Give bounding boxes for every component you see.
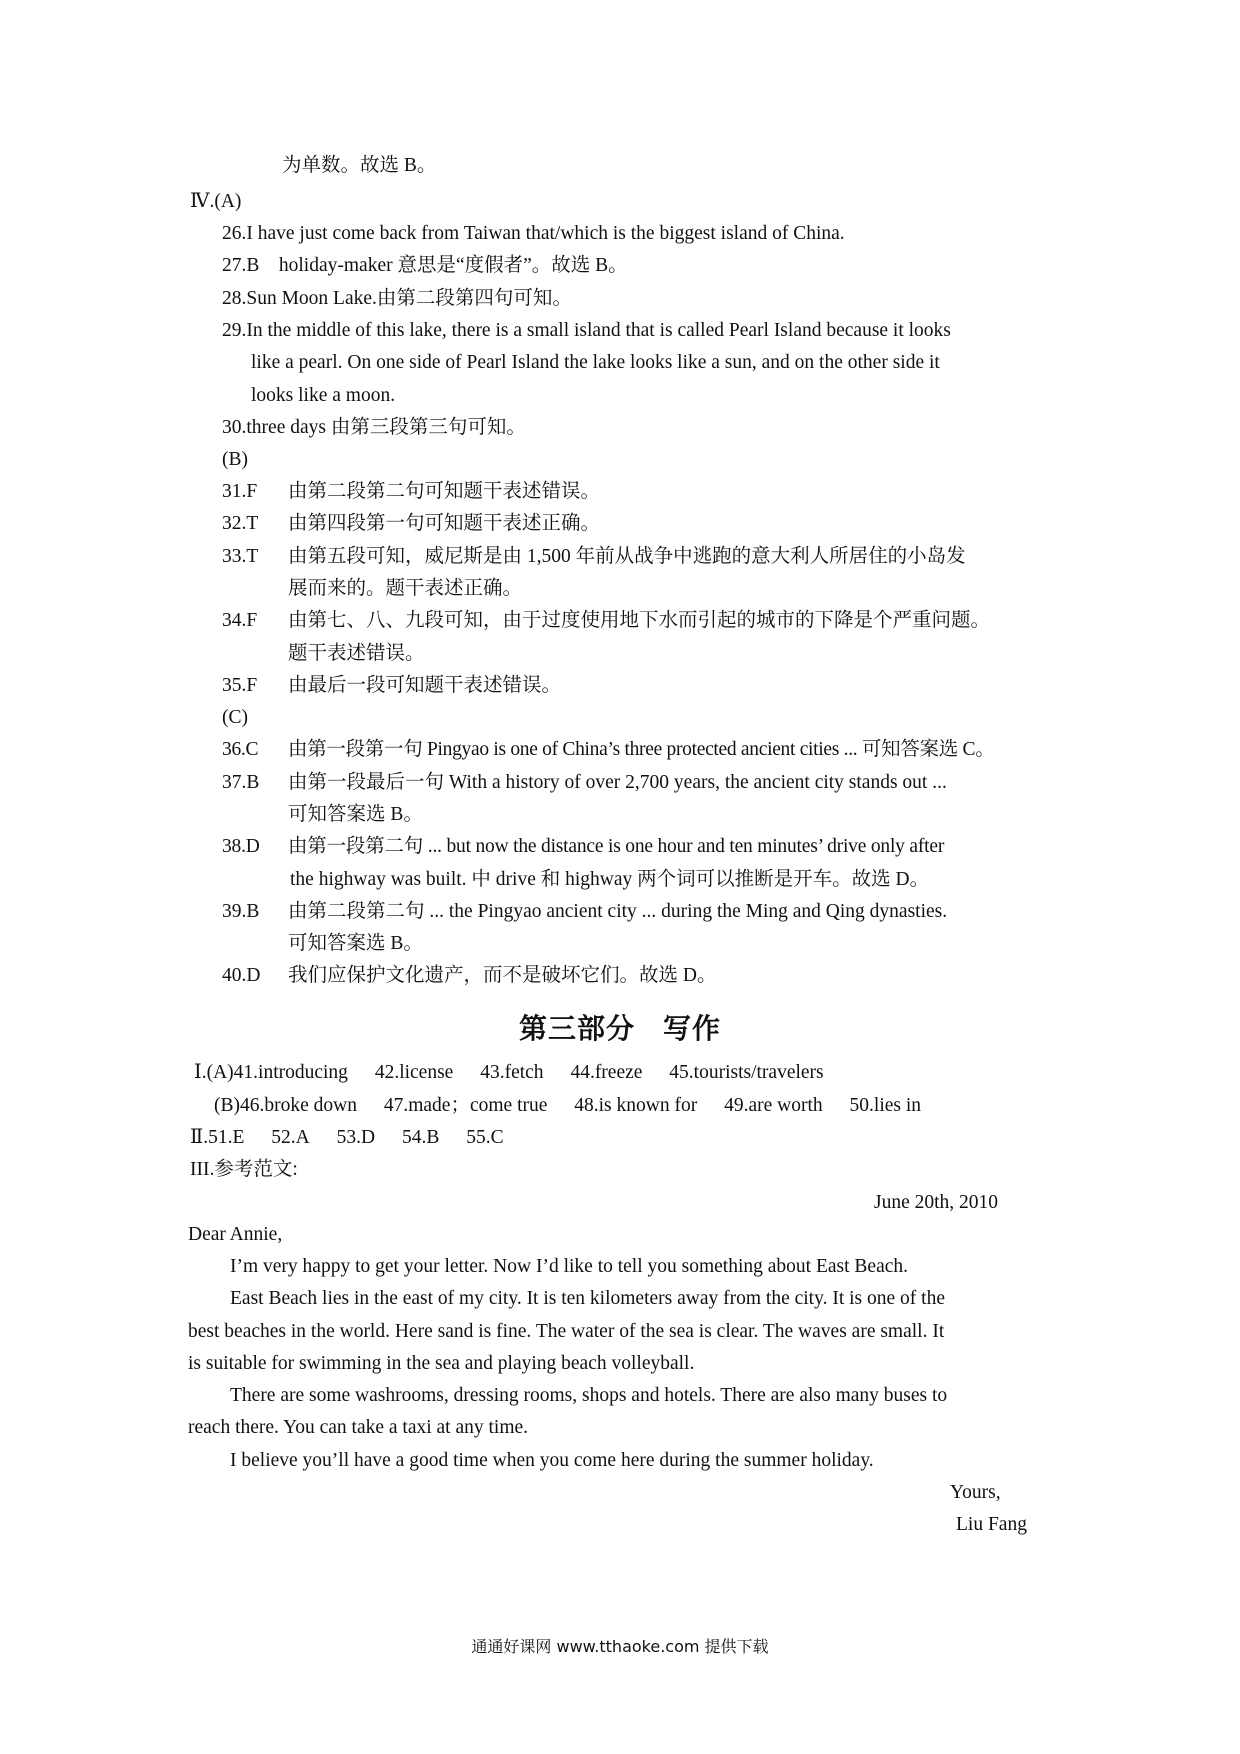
answer-item: 48.is known for — [574, 1095, 698, 1116]
answer-number: 31.F — [222, 481, 258, 502]
answer-29-line3: looks like a moon. — [251, 385, 396, 406]
answer-item: 54.B — [401, 1127, 440, 1148]
answer-33-line2: 展而来的。题干表述正确。 — [288, 578, 523, 599]
answer-item: (B)46.broke down — [214, 1095, 357, 1116]
answer-text: 由第七、八、九段可知，由于过度使用地下水而引起的城市的下降是个严重问题。 — [288, 610, 991, 631]
answer-item: 45.tourists/travelers — [669, 1062, 824, 1083]
answer-33 — [222, 544, 966, 570]
answer-number: 32.T — [222, 513, 259, 534]
letter-paragraph-1: I’m very happy to get your letter. Now I’d like to tell you something about East Beach. — [230, 1256, 909, 1277]
answer-26: 26.I have just come back from Taiwan that/which is the biggest island of China. — [222, 223, 845, 244]
answer-35 — [222, 673, 561, 699]
answer-27: 27.B holiday-maker 意思是“度假者”。故选 B。 — [222, 255, 628, 276]
answer-continuation: 为单数。故选 B。 — [282, 155, 437, 176]
answer-34-line2: 题干表述错误。 — [288, 643, 425, 664]
answer-item: Ⅱ.51.E — [190, 1127, 245, 1148]
answer-38 — [222, 834, 944, 860]
answer-number: 33.T — [222, 546, 259, 567]
letter-signature: Liu Fang — [956, 1514, 1027, 1535]
letter-paragraph-3-line1: There are some washrooms, dressing rooms, shops and hotels. There are also many buses to — [230, 1385, 948, 1406]
section-c-label: (C) — [222, 707, 248, 728]
answer-item: 55.C — [466, 1127, 504, 1148]
answer-number: 34.F — [222, 610, 258, 631]
answer-item: 43.fetch — [480, 1062, 544, 1083]
answer-34 — [222, 608, 990, 634]
answer-number: 36.C — [222, 739, 259, 760]
answer-number: 37.B — [222, 772, 260, 793]
answer-text: 由第一段第一句 Pingyao is one of China’s three protected ancient cities ... 可知答案选 C。 — [288, 739, 995, 760]
sample-essay-label: III.参考范文: — [190, 1159, 298, 1180]
answer-29-line2: like a pearl. On one side of Pearl Island the lake looks like a sun, and on the other side it — [251, 352, 940, 373]
letter-closing: Yours, — [950, 1482, 1001, 1503]
answer-text: 由第一段第二句 ... but now the distance is one hour and ten minutes’ drive only after — [288, 836, 945, 857]
answers-i-b — [214, 1093, 921, 1119]
answer-number: 35.F — [222, 675, 258, 696]
answer-39-line2: 可知答案选 B。 — [288, 933, 423, 954]
answer-text: 我们应保护文化遗产，而不是破坏它们。故选 D。 — [288, 965, 717, 986]
answer-item: 44.freeze — [570, 1062, 643, 1083]
answer-text: 由第五段可知，威尼斯是由 1,500 年前从战争中逃跑的意大利人所居住的小岛发 — [288, 546, 966, 567]
answer-39 — [222, 899, 947, 925]
section-label: Ⅳ.(A) — [190, 191, 242, 212]
letter-date: June 20th, 2010 — [874, 1192, 999, 1213]
answer-item: Ⅰ.(A)41.introducing — [194, 1062, 348, 1083]
answer-40 — [222, 963, 716, 989]
part-heading — [0, 1007, 1240, 1047]
answer-28: 28.Sun Moon Lake.由第二段第四句可知。 — [222, 288, 572, 309]
answer-text: 由第二段第二句 ... the Pingyao ancient city ... during the Ming and Qing dynasties. — [288, 901, 948, 922]
answer-item: 53.D — [336, 1127, 376, 1148]
answer-text: 由第四段第一句可知题干表述正确。 — [288, 513, 601, 534]
section-b-label: (B) — [222, 449, 248, 470]
letter-paragraph-2-line1: East Beach lies in the east of my city. It is ten kilometers away from the city. It is one of the — [230, 1288, 945, 1309]
answer-item: 47.made；come true — [383, 1095, 548, 1116]
answer-32 — [222, 511, 600, 537]
answer-item: 50.lies in — [849, 1095, 922, 1116]
answer-item: 52.A — [271, 1127, 310, 1148]
part-heading-title: 第三部分 — [518, 1012, 635, 1045]
answer-30: 30.three days 由第三段第三句可知。 — [222, 417, 526, 438]
answer-36 — [222, 737, 994, 763]
answer-31 — [222, 479, 600, 505]
page-footer: 通通好课网 www.tthaoke.com 提供下载 — [471, 1637, 769, 1656]
answer-item: 42.license — [374, 1062, 454, 1083]
part-heading-subtitle: 写作 — [663, 1012, 722, 1045]
answer-29-line1: 29.In the middle of this lake, there is a small island that is called Pearl Island because it looks — [222, 320, 951, 341]
answer-item: 49.are worth — [724, 1095, 823, 1116]
answer-number: 39.B — [222, 901, 260, 922]
answer-text: 由最后一段可知题干表述错误。 — [288, 675, 562, 696]
answer-37 — [222, 770, 947, 796]
letter-greeting: Dear Annie, — [188, 1224, 283, 1245]
letter-paragraph-4: I believe you’ll have a good time when you come here during the summer holiday. — [230, 1450, 874, 1471]
letter-paragraph-2-line2: best beaches in the world. Here sand is fine. The water of the sea is clear. The waves are small. It — [188, 1321, 945, 1342]
answer-37-line2: 可知答案选 B。 — [288, 804, 423, 825]
answers-ii — [190, 1125, 504, 1151]
answers-i-a — [194, 1060, 824, 1086]
answer-38-line2: the highway was built. 中 drive 和 highway 两个词可以推断是开车。故选 D。 — [290, 869, 930, 890]
answer-text: 由第二段第二句可知题干表述错误。 — [288, 481, 601, 502]
answer-number: 38.D — [222, 836, 260, 857]
answer-number: 40.D — [222, 965, 261, 986]
answer-text: 由第一段最后一句 With a history of over 2,700 years, the ancient city stands out ... — [288, 772, 947, 793]
letter-paragraph-3-line2: reach there. You can take a taxi at any time. — [188, 1417, 529, 1438]
letter-paragraph-2-line3: is suitable for swimming in the sea and playing beach volleyball. — [188, 1353, 695, 1374]
